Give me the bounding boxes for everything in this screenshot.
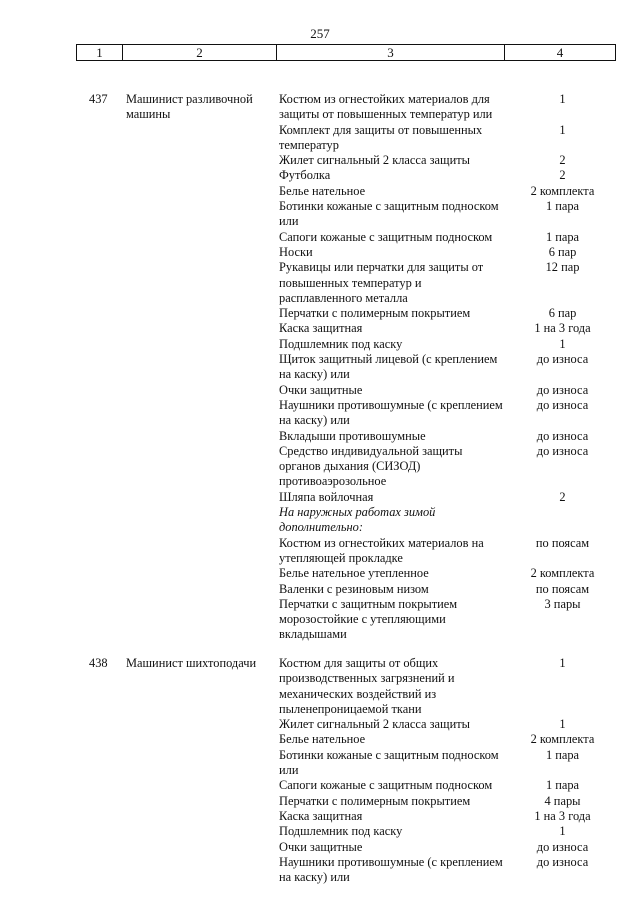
list-item (279, 429, 614, 444)
list-item (279, 444, 614, 490)
item-quantity: 1 пара (545, 229, 580, 244)
item-name: Комплект для защиты от повышенных температур (279, 122, 483, 152)
item-name: Наушники противошумные (с креплением на каску) или (279, 854, 503, 885)
list-item (279, 824, 614, 839)
list-item (279, 840, 614, 855)
column-header-4: 4 (556, 45, 564, 60)
list-item (279, 321, 614, 336)
item-name: Шляпа войлочная (279, 489, 374, 504)
list-item (279, 748, 614, 779)
list-item (279, 656, 614, 717)
item-name: Сапоги кожаные с защитным подноском (279, 778, 493, 793)
item-name: Вкладыши противошумные (279, 428, 426, 443)
item-quantity: до износа (536, 443, 589, 458)
item-list (279, 92, 614, 643)
list-item (279, 794, 614, 809)
item-list (279, 656, 614, 885)
item-quantity: 1 пара (545, 199, 580, 214)
item-name: Жилет сигнальный 2 класса защиты (279, 153, 470, 168)
list-item (279, 809, 614, 824)
list-item (279, 383, 614, 398)
list-item (279, 199, 614, 230)
item-name: Рукавицы или перчатки для защиты от повышенных температур и расплавленного металла (279, 260, 484, 305)
item-quantity: до износа (536, 397, 589, 412)
item-quantity: 1 (559, 92, 566, 106)
list-item (279, 490, 614, 505)
item-quantity: до износа (536, 382, 589, 397)
list-item (279, 153, 614, 168)
list-item (279, 260, 614, 306)
item-quantity: 1 (559, 717, 566, 732)
item-name: Очки защитные (279, 839, 363, 854)
column-header-2: 2 (123, 45, 277, 60)
item-quantity: 2 (559, 168, 566, 183)
list-item (279, 398, 614, 429)
item-quantity: 2 (559, 489, 566, 504)
list-item (279, 536, 614, 567)
item-quantity: 3 пары (544, 596, 581, 611)
item-name: Перчатки с полимерным покрытием (279, 306, 471, 321)
item-name: Костюм из огнестойких материалов на утепляющей прокладке (279, 535, 484, 565)
list-item (279, 597, 614, 643)
item-quantity: 1 (559, 336, 566, 351)
item-quantity: 1 (559, 824, 566, 839)
item-quantity: 1 на 3 года (534, 321, 591, 336)
item-quantity: до износа (536, 352, 589, 367)
item-name: Ботинки кожаные с защитным подноском или (279, 199, 499, 229)
item-quantity: до износа (536, 839, 589, 854)
item-quantity: 2 комплекта (530, 183, 595, 198)
entry-number: 437 (89, 92, 108, 106)
entry-number: 438 (89, 656, 108, 670)
item-name: Подшлемник под каску (279, 336, 403, 351)
column-header-1: 1 (77, 45, 123, 60)
list-item (279, 230, 614, 245)
column-header-3: 3 (277, 45, 505, 60)
item-quantity: до износа (536, 428, 589, 443)
item-name: Валенки с резиновым низом (279, 581, 429, 596)
section-note (279, 505, 614, 536)
list-item (279, 717, 614, 732)
list-item (279, 168, 614, 183)
item-name: Белье нательное (279, 732, 366, 747)
item-quantity: 2 комплекта (530, 732, 595, 747)
list-item (279, 337, 614, 352)
item-name: Наушники противошумные (с креплением на каску) или (279, 397, 503, 428)
entry-position: Машинист шихтоподачи (126, 656, 257, 670)
item-name: Белье нательное (279, 183, 366, 198)
item-quantity: до износа (536, 854, 589, 869)
item-quantity: 1 пара (545, 778, 580, 793)
item-name: Футболка (279, 168, 331, 183)
item-quantity: по поясам (535, 535, 590, 550)
list-item (279, 566, 614, 581)
item-name: Подшлемник под каску (279, 824, 403, 839)
item-quantity: 1 (559, 656, 566, 670)
list-item (279, 123, 614, 154)
item-quantity: 1 (559, 122, 566, 137)
item-name: Каска защитная (279, 321, 363, 336)
item-name: Белье нательное утепленное (279, 566, 429, 581)
item-quantity: 12 пар (545, 260, 580, 275)
item-name: Ботинки кожаные с защитным подноском или (279, 747, 499, 778)
page-number: 257 (310, 26, 330, 41)
item-quantity: 6 пар (548, 306, 577, 321)
item-quantity: 2 комплекта (530, 566, 595, 581)
item-quantity: по поясам (535, 581, 590, 596)
item-name: Перчатки с защитным покрытием морозостойкие с утепляющими вкладышами (279, 596, 458, 642)
list-item (279, 92, 614, 123)
item-quantity: 1 на 3 года (534, 808, 591, 823)
item-name: Сапоги кожаные с защитным подноском (279, 229, 493, 244)
item-name: На наружных работах зимой дополнительно: (279, 505, 436, 535)
list-item (279, 352, 614, 383)
item-quantity (505, 505, 614, 536)
item-quantity: 4 пары (544, 793, 581, 808)
item-name: Носки (279, 244, 313, 259)
item-name: Перчатки с полимерным покрытием (279, 793, 471, 808)
item-name: Средство индивидуальной защиты органов дыхания (СИЗОД) противоаэрозольное (279, 443, 463, 489)
item-name: Жилет сигнальный 2 класса защиты (279, 717, 470, 732)
list-item (279, 732, 614, 747)
item-name: Костюм из огнестойких материалов для защиты от повышенных температур или (279, 92, 493, 122)
item-name: Каска защитная (279, 808, 363, 823)
list-item (279, 582, 614, 597)
item-name: Костюм для защиты от общих производственных загрязнений и механических воздействий из пыленепроницаемой ткани (279, 656, 455, 716)
column-header-row (76, 44, 616, 61)
list-item (279, 184, 614, 199)
item-name: Щиток защитный лицевой (с креплением на каску) или (279, 352, 498, 382)
item-quantity: 2 (559, 153, 566, 168)
entry-position: Машинист разливочной машины (126, 92, 253, 122)
list-item (279, 855, 614, 886)
list-item (279, 306, 614, 321)
item-name: Очки защитные (279, 382, 363, 397)
item-quantity: 6 пар (548, 244, 577, 259)
list-item (279, 245, 614, 260)
item-quantity: 1 пара (545, 747, 580, 762)
list-item (279, 778, 614, 793)
